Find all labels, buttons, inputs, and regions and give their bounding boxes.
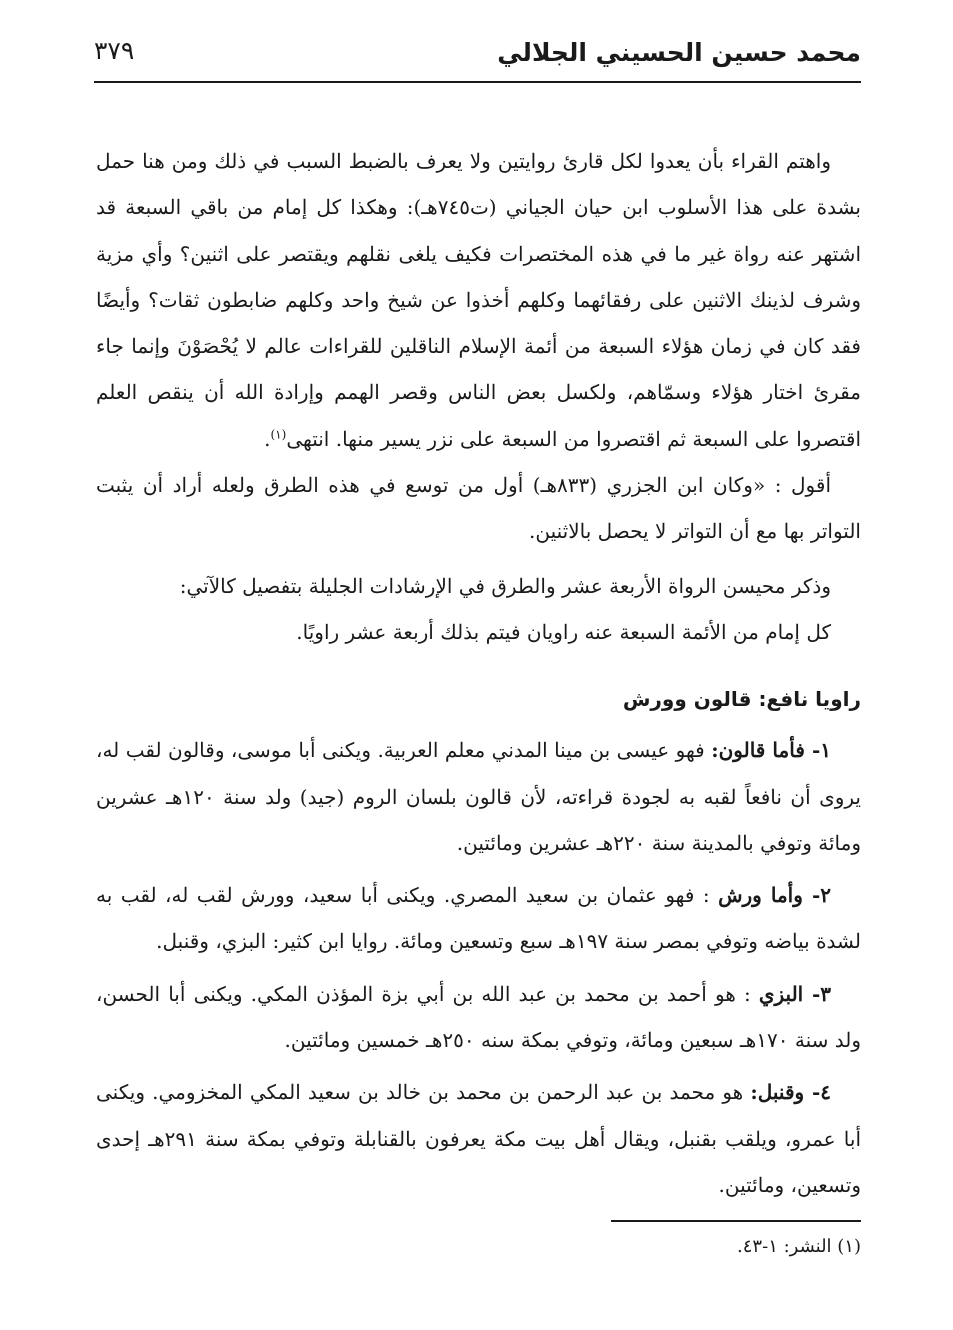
- entry-bazzi: [96, 971, 861, 1064]
- entry-label: ٣- البزي: [758, 981, 832, 1006]
- footnote-reference: (١): [270, 427, 287, 442]
- section-heading: راويا نافع: قالون وورش: [622, 687, 861, 712]
- paragraph-quote-text: واهتم القراء بأن يعدوا لكل قارئ روايتين ولا يعرف بالضبط السبب في ذلك ومن هنا حمل بشدة على هذا الأسلوب ابن حيان الجياني (ت٧٤٥هـ): وهكذا كل إمام من باقي السبعة قد اشتهر عنه رواة غير ما في هذه المختصرات فكيف يلغى نقلهم ويقتصر على اثنين؟ وأي مزية وشرف لذينك الاثنين على رفقائهما وكلهم أخذوا عن شيخ واحد وكلهم ضابطون ثقات؟ وأيضًا فقد كان في زمان هؤلاء السبعة من أئمة الإسلام الناقلين للقراءات عالم لا يُحْصَوْنَ وإنما جاء مقرئ اختار هؤلاء وسمّاهم، ولكسل بعض الناس وقصر الهمم وإرادة الله أن ينقص العلم اقتصروا على السبعة ثم اقتصروا من السبعة على نزر يسير منها. انتهى: [96, 149, 861, 451]
- footnote-rule: [611, 1220, 861, 1222]
- entry-qalun: [96, 727, 861, 866]
- paragraph-muhaysin: وذكر محيسن الرواة الأربعة عشر والطرق في الإرشادات الجليلة بتفصيل كالآتي:: [179, 573, 831, 598]
- entry-qunbul: [96, 1069, 861, 1208]
- body-text: [96, 138, 861, 1208]
- header-rule: [94, 81, 861, 83]
- entry-warsh: [96, 872, 861, 965]
- footnote: (١) النشر: ١-٤٣.: [737, 1236, 861, 1257]
- entry-label: ١- فأما قالون:: [711, 738, 832, 763]
- page-number: ٣٧٩: [94, 36, 135, 65]
- entry-text: هو محمد بن عبد الرحمن بن محمد بن خالد بن سعيد المكي المخزومي. ويكنى أبا عمرو، ويلقب بقنبل، ويقال أهل بيت مكة يعرفون بالقنابلة وتوفي بمكة سنة ٢٩١هـ إحدى وتسعين، ومائتين.: [96, 1080, 861, 1197]
- entry-text: : هو أحمد بن محمد بن عبد الله بن أبي بزة المؤذن المكي. ويكنى أبا الحسن، ولد سنة ١٧٠هـ سبعين ومائة، وتوفي بمكة سنه ٢٥٠هـ خمسين ومائتين.: [96, 981, 861, 1053]
- paragraph-quote-end: .: [264, 426, 271, 451]
- paragraph-fourteen-narrators: كل إمام من الأئمة السبعة عنه راويان فيتم بذلك أربعة عشر راويًا.: [296, 619, 831, 644]
- paragraph-author-comment: أقول : «وكان ابن الجزري (٨٣٣هـ) أول من توسع في هذه الطرق ولعله أراد أن يثبت التواتر بها مع أن التواتر لا يحصل بالاثنين.: [96, 473, 861, 544]
- entry-text: فهو عيسى بن مينا المدني معلم العربية. ويكنى أبا موسى، وقالون لقب له، يروى أن نافعاً لقبه به لجودة قراءته، لأن قالون بلسان الروم (جيد) ولد سنة ١٢٠هـ عشرين ومائة وتوفي بالمدينة سنة ٢٢٠هـ عشرين ومائتين.: [96, 738, 861, 855]
- running-head-author: محمد حسين الحسيني الجلالي: [497, 38, 861, 67]
- entry-label: ٤- وقنبل:: [750, 1080, 831, 1105]
- running-head: [94, 36, 861, 76]
- paragraph-quote-abu-hayyan: [96, 138, 861, 462]
- entry-label: ٢- وأما ورش: [718, 883, 831, 908]
- entry-text: : فهو عثمان بن سعيد المصري. ويكنى أبا سعيد، وورش لقب له، لقب به لشدة بياضه وتوفي بمصر سنة ١٩٧هـ سبع وتسعين ومائة. روايا ابن كثير: البزي، وقنبل.: [96, 883, 861, 954]
